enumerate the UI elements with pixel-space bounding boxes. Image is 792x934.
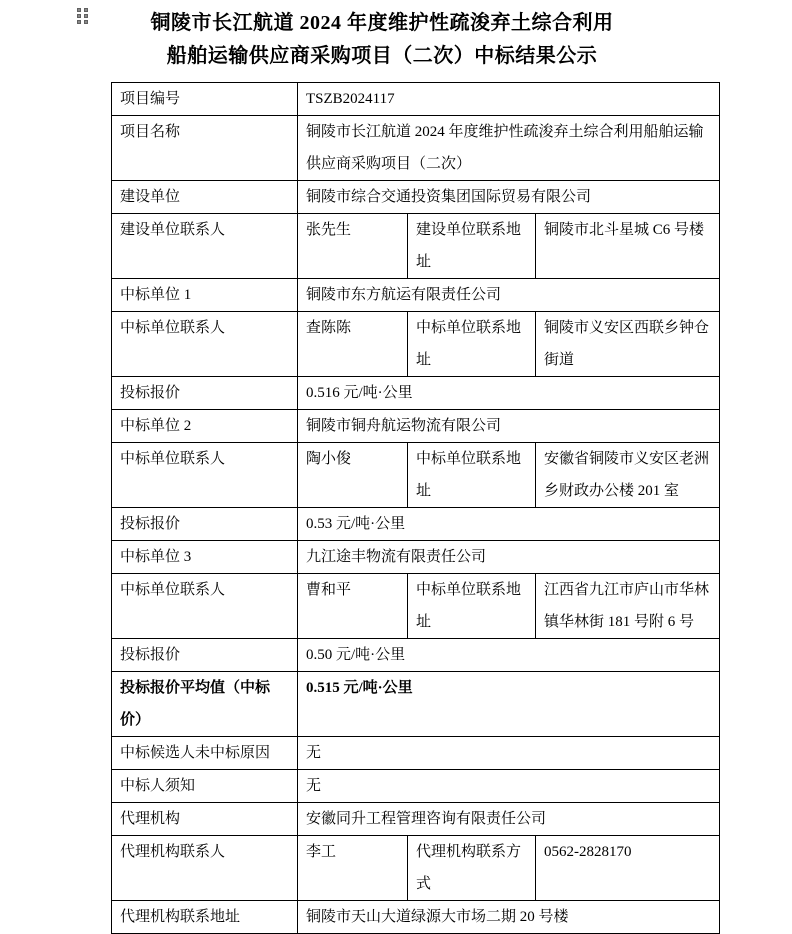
table-row-bid-price-3 — [112, 639, 720, 672]
table-row-project-number — [112, 83, 720, 116]
table-row-not-winning-reason — [112, 737, 720, 770]
winner-notice-label: 中标人须知 — [112, 770, 298, 803]
winner-2-label: 中标单位 2 — [112, 410, 298, 443]
table-row-construction-unit — [112, 181, 720, 214]
bid-price-2-value: 0.53 元/吨·公里 — [298, 508, 720, 541]
construction-address-value: 铜陵市北斗星城 C6 号楼 — [536, 214, 720, 279]
winner-1-contact-label: 中标单位联系人 — [112, 312, 298, 377]
winner-1-contact-name: 查陈陈 — [298, 312, 408, 377]
agency-contact-label: 代理机构联系人 — [112, 836, 298, 901]
project-name-label: 项目名称 — [112, 116, 298, 181]
table-row-winner-3-contact — [112, 574, 720, 639]
agency-value: 安徽同升工程管理咨询有限责任公司 — [298, 803, 720, 836]
document-title-line1: 铜陵市长江航道 2024 年度维护性疏浚弃土综合利用 — [150, 12, 614, 34]
winner-1-label: 中标单位 1 — [112, 279, 298, 312]
document-title-line2: 船舶运输供应商采购项目（二次）中标结果公示 — [166, 45, 598, 67]
table-row-winner-notice — [112, 770, 720, 803]
table-row-bid-price-2 — [112, 508, 720, 541]
winner-1-address-label: 中标单位联系地址 — [408, 312, 536, 377]
winner-2-address-label: 中标单位联系地址 — [408, 443, 536, 508]
table-row-winner-3 — [112, 541, 720, 574]
agency-phone-label: 代理机构联系方式 — [408, 836, 536, 901]
construction-contact-name: 张先生 — [298, 214, 408, 279]
project-number-label: 项目编号 — [112, 83, 298, 116]
winner-2-contact-name: 陶小俊 — [298, 443, 408, 508]
bid-price-2-label: 投标报价 — [112, 508, 298, 541]
bid-price-3-label: 投标报价 — [112, 639, 298, 672]
bid-result-table — [111, 82, 720, 934]
winner-3-address-label: 中标单位联系地址 — [408, 574, 536, 639]
table-row-winner-1-contact — [112, 312, 720, 377]
winner-1-value: 铜陵市东方航运有限责任公司 — [298, 279, 720, 312]
winner-3-contact-name: 曹和平 — [298, 574, 408, 639]
construction-unit-label: 建设单位 — [112, 181, 298, 214]
winner-2-value: 铜陵市铜舟航运物流有限公司 — [298, 410, 720, 443]
construction-unit-value: 铜陵市综合交通投资集团国际贸易有限公司 — [298, 181, 720, 214]
table-row-agency-contact — [112, 836, 720, 901]
agency-address-value: 铜陵市天山大道绿源大市场二期 20 号楼 — [298, 901, 720, 934]
winner-2-contact-label: 中标单位联系人 — [112, 443, 298, 508]
winner-3-contact-label: 中标单位联系人 — [112, 574, 298, 639]
table-row-project-name — [112, 116, 720, 181]
winner-3-label: 中标单位 3 — [112, 541, 298, 574]
table-row-bid-price-1 — [112, 377, 720, 410]
project-number-value: TSZB2024117 — [298, 83, 720, 116]
construction-address-label: 建设单位联系地址 — [408, 214, 536, 279]
document-title — [0, 7, 764, 73]
winner-2-address-value: 安徽省铜陵市义安区老洲乡财政办公楼 201 室 — [536, 443, 720, 508]
winner-notice-value: 无 — [298, 770, 720, 803]
table-row-agency — [112, 803, 720, 836]
table-row-average-price — [112, 672, 720, 737]
table-row-agency-address — [112, 901, 720, 934]
winner-1-address-value: 铜陵市义安区西联乡钟仓街道 — [536, 312, 720, 377]
agency-contact-name: 李工 — [298, 836, 408, 901]
agency-phone-value: 0562-2828170 — [536, 836, 720, 901]
not-winning-reason-value: 无 — [298, 737, 720, 770]
not-winning-reason-label: 中标候选人未中标原因 — [112, 737, 298, 770]
table-row-construction-contact — [112, 214, 720, 279]
average-price-value: 0.515 元/吨·公里 — [298, 672, 720, 737]
winner-3-value: 九江途丰物流有限责任公司 — [298, 541, 720, 574]
table-row-winner-2 — [112, 410, 720, 443]
bid-price-3-value: 0.50 元/吨·公里 — [298, 639, 720, 672]
bid-price-1-value: 0.516 元/吨·公里 — [298, 377, 720, 410]
agency-label: 代理机构 — [112, 803, 298, 836]
bid-price-1-label: 投标报价 — [112, 377, 298, 410]
project-name-value: 铜陵市长江航道 2024 年度维护性疏浚弃土综合利用船舶运输供应商采购项目（二次） — [298, 116, 720, 181]
table-row-winner-1 — [112, 279, 720, 312]
winner-3-address-value: 江西省九江市庐山市华林镇华林街 181 号附 6 号 — [536, 574, 720, 639]
table-row-winner-2-contact — [112, 443, 720, 508]
average-price-label: 投标报价平均值（中标价） — [112, 672, 298, 737]
construction-contact-label: 建设单位联系人 — [112, 214, 298, 279]
agency-address-label: 代理机构联系地址 — [112, 901, 298, 934]
